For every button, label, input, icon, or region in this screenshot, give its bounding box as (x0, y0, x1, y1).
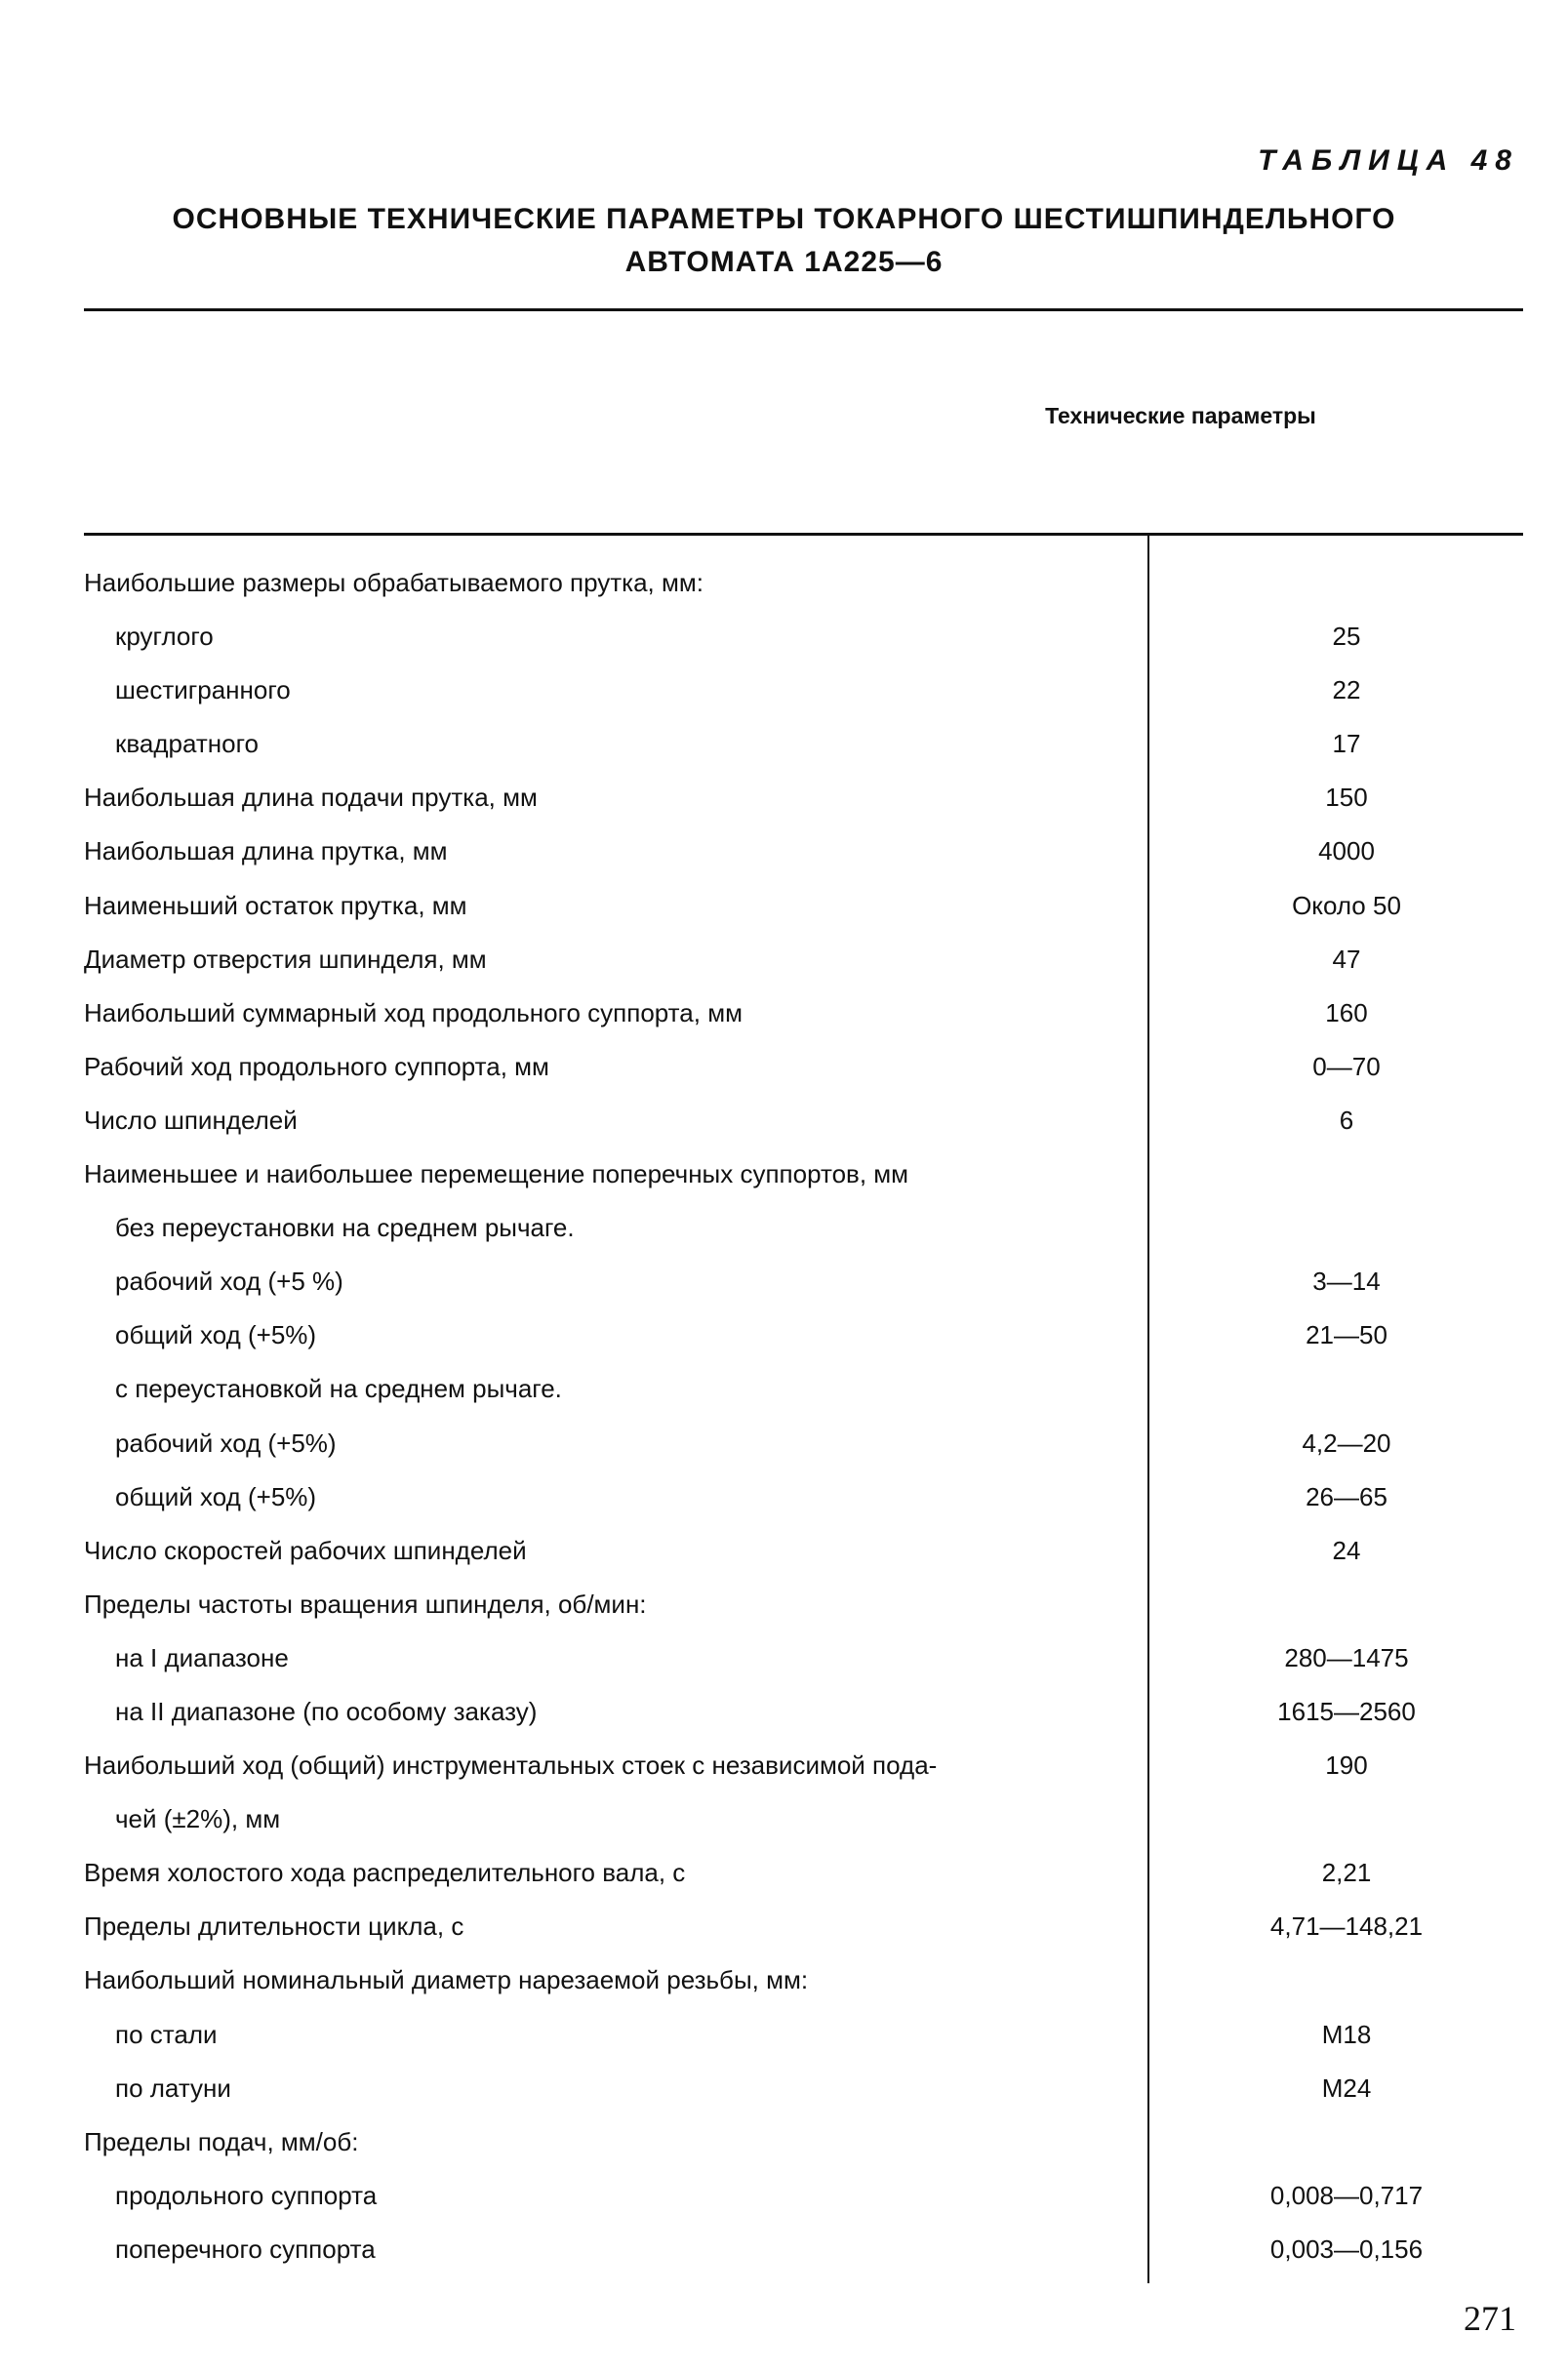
table-row (0, 1846, 1568, 1900)
parameter-label: Наибольший ход (общий) инструментальных стоек с независимой пода- (84, 1750, 938, 1781)
parameter-label: Рабочий ход продольного суппорта, мм (84, 1051, 549, 1081)
table-row (0, 1255, 1568, 1308)
parameter-label: Наибольшие размеры обрабатываемого прутка, мм: (84, 568, 704, 597)
parameter-value: 47 (1332, 944, 1361, 974)
parameter-label: шестигранного (115, 675, 291, 705)
parameter-value: 4,71—148,21 (1269, 1911, 1424, 1942)
table-row (0, 2223, 1568, 2276)
table-row (0, 717, 1568, 771)
table-row (0, 556, 1568, 610)
table-row (0, 1685, 1568, 1739)
parameter-label: Число шпинделей (84, 1105, 298, 1135)
parameter-value: 2,21 (1321, 1858, 1372, 1888)
table-row (0, 1094, 1568, 1147)
parameter-value: 190 (1325, 1750, 1368, 1781)
parameter-value: 4000 (1318, 836, 1375, 866)
parameter-label: с переустановкой на среднем рычаге. (115, 1374, 562, 1404)
table-row (0, 664, 1568, 717)
parameter-label: рабочий ход (+5 %) (115, 1267, 343, 1297)
parameter-label: на II диапазоне (по особому заказу) (115, 1696, 538, 1726)
parameter-value: 0,003—0,156 (1269, 2233, 1424, 2264)
table-row (0, 2008, 1568, 2062)
parameter-value: 280—1475 (1284, 1642, 1409, 1672)
parameter-value: Около 50 (1292, 890, 1401, 920)
parameter-label: рабочий ход (+5%) (115, 1428, 337, 1458)
table-row (0, 2062, 1568, 2115)
parameter-label: Наибольшая длина подачи прутка, мм (84, 783, 538, 813)
table-row (0, 1147, 1568, 1201)
parameter-value: 6 (1339, 1105, 1354, 1135)
parameter-label: Время холостого хода распределительного вала, с (84, 1858, 686, 1888)
table-row (0, 879, 1568, 933)
parameter-value: 0,008—0,717 (1269, 2180, 1424, 2210)
parameter-label: квадратного (115, 729, 259, 759)
parameter-value: 0—70 (1312, 1051, 1381, 1081)
table-row (0, 1470, 1568, 1524)
table-row (0, 1739, 1568, 1792)
table-row (0, 1417, 1568, 1470)
parameter-value: 21—50 (1306, 1320, 1387, 1350)
table-row (0, 1362, 1568, 1416)
parameter-label: круглого (115, 622, 214, 652)
parameter-label: Пределы частоты вращения шпинделя, об/мин: (84, 1589, 647, 1619)
parameter-value: М18 (1321, 2019, 1372, 2049)
parameter-value: 26—65 (1306, 1481, 1387, 1511)
parameter-label: без переустановки на среднем рычаге. (115, 1213, 575, 1243)
page-number: 271 (1464, 2299, 1516, 2338)
table-row (0, 2115, 1568, 2169)
parameter-value: 150 (1325, 783, 1368, 813)
parameter-value: 4,2—20 (1302, 1428, 1391, 1458)
parameter-label: Диаметр отверстия шпинделя, мм (84, 944, 487, 974)
parameter-label: Наибольшая длина прутка, мм (84, 836, 448, 866)
table-row (0, 2169, 1568, 2223)
parameter-label: Пределы подач, мм/об: (84, 2126, 359, 2156)
table-body (0, 556, 1568, 2276)
table-row (0, 1040, 1568, 1094)
parameter-label: общий ход (+5%) (115, 1320, 317, 1350)
table-row (0, 1792, 1568, 1846)
parameter-label: чей (±2%), мм (115, 1804, 281, 1834)
parameter-value: М24 (1321, 2072, 1372, 2103)
table-number-label: ТАБЛИЦА 48 (1258, 144, 1519, 177)
parameter-label: Наименьшее и наибольшее перемещение поперечных суппортов, мм (84, 1159, 909, 1189)
parameter-label: Наибольший суммарный ход продольного суппорта, мм (84, 997, 743, 1027)
parameter-label: по стали (115, 2019, 218, 2049)
table-title-line-2: АВТОМАТА 1А225—6 (624, 246, 944, 278)
parameter-value: 22 (1332, 675, 1361, 705)
parameter-value: 17 (1332, 729, 1361, 759)
parameter-label: общий ход (+5%) (115, 1481, 317, 1511)
table-row (0, 771, 1568, 825)
parameter-label: поперечного суппорта (115, 2233, 376, 2264)
table-header-rule (84, 533, 1523, 536)
table-row (0, 1578, 1568, 1631)
table-row (0, 1900, 1568, 1953)
table-row (0, 933, 1568, 986)
table-title-line-1: ОСНОВНЫЕ ТЕХНИЧЕСКИЕ ПАРАМЕТРЫ ТОКАРНОГО ШЕСТИШПИНДЕЛЬНОГО (172, 203, 1396, 235)
parameter-label: Наименьший остаток прутка, мм (84, 890, 467, 920)
table-row (0, 825, 1568, 878)
parameter-value: 160 (1325, 997, 1368, 1027)
table-row (0, 1631, 1568, 1685)
table-row (0, 1201, 1568, 1255)
table-row (0, 1308, 1568, 1362)
column-header: Технические параметры (1045, 403, 1316, 428)
parameter-label: Пределы длительности цикла, с (84, 1911, 464, 1942)
parameter-label: Число скоростей рабочих шпинделей (84, 1535, 527, 1565)
table-top-rule (84, 308, 1523, 311)
parameter-label: на I диапазоне (115, 1642, 289, 1672)
table-row (0, 1953, 1568, 2007)
parameter-label: Наибольший номинальный диаметр нарезаемой резьбы, мм: (84, 1965, 809, 1995)
parameter-value: 3—14 (1312, 1267, 1381, 1297)
table-row (0, 986, 1568, 1040)
parameter-label: продольного суппорта (115, 2180, 378, 2210)
parameter-value: 25 (1332, 622, 1361, 652)
parameter-value: 1615—2560 (1277, 1696, 1416, 1726)
parameter-value: 24 (1332, 1535, 1361, 1565)
table-row (0, 1524, 1568, 1578)
table-row (0, 610, 1568, 664)
parameter-label: по латуни (115, 2072, 231, 2103)
